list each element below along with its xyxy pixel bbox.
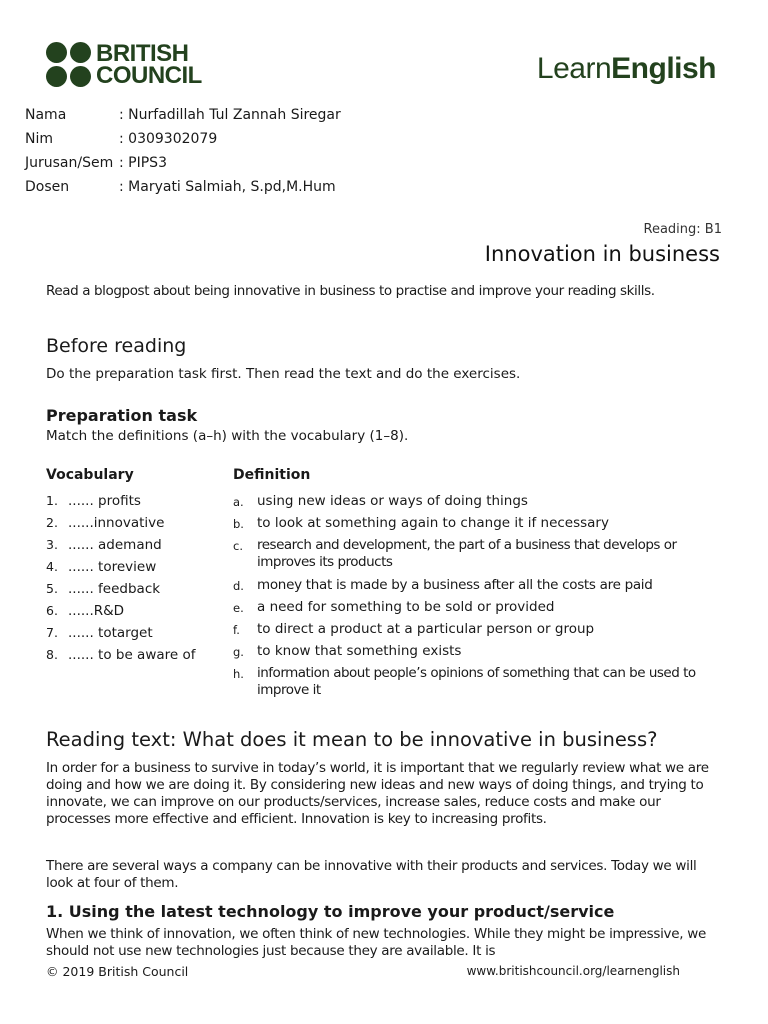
definition-letter: e. [233,601,244,615]
definition-text: information about people’s opinions of something that can be used to improve it [257,665,696,698]
vocab-text: ...... profits [68,493,141,509]
vocab-number: 4. [46,559,58,574]
list-item [46,537,226,559]
learnenglish-logo [537,52,716,86]
vocab-number: 6. [46,603,58,618]
le-bold: English [611,52,716,85]
definition-heading: Definition [233,467,311,483]
definition-text: a need for something to be sold or provided [257,599,555,615]
vocab-text: ...... toreview [68,559,157,575]
list-item [46,559,226,581]
list-item [233,537,713,577]
list-item [233,577,713,599]
student-info [25,103,341,199]
list-item [46,625,226,647]
vocab-text: ......innovative [68,515,165,531]
definition-text: money that is made by a business after all the costs are paid [257,577,653,593]
info-value: : PIPS3 [119,155,167,171]
list-item [46,581,226,603]
definition-letter: g. [233,645,244,659]
list-item [233,515,713,537]
british-council-logo [46,42,202,88]
level-label: Reading: B1 [643,222,722,237]
list-item [233,643,713,665]
student-row [25,151,341,175]
reading-text-heading: Reading text: What does it mean to be innovative in business? [46,728,658,751]
vocabulary-column [46,467,226,669]
footer-copyright: © 2019 British Council [46,964,194,979]
page-header [46,40,716,90]
info-label: Dosen [25,179,70,195]
preparation-task-instruction: Match the definitions (a–h) with the vocabulary (1–8). [46,428,409,444]
vocabulary-heading: Vocabulary [46,467,134,483]
list-item [46,647,226,669]
student-row [25,175,341,199]
info-value: : 0309302079 [119,131,218,147]
list-item [233,665,713,699]
list-item [233,493,713,515]
definition-column [233,467,713,699]
definition-letter: f. [233,623,240,637]
list-item [46,515,226,537]
bc-line1: BRITISH [96,40,189,67]
definition-letter: b. [233,517,244,531]
vocab-text: ...... ademand [68,537,162,553]
definition-letter: a. [233,495,244,509]
le-light: Learn [536,52,612,85]
info-value: : Maryati Salmiah, S.pd,M.Hum [119,179,336,195]
vocab-number: 7. [46,625,58,640]
page-title: Innovation in business [484,242,720,266]
info-label: Jurusan/Sem [25,155,114,171]
definition-letter: c. [233,539,243,553]
definition-text: to direct a product at a particular person or group [257,621,595,637]
vocab-number: 5. [46,581,58,596]
section-heading: 1. Using the latest technology to improve your product/service [46,902,615,921]
info-label: Nim [25,131,53,147]
definition-text: using new ideas or ways of doing things [257,493,528,509]
vocab-number: 1. [46,493,58,508]
footer-url: www.britishcouncil.org/learnenglish [461,964,680,978]
reading-paragraph: When we think of innovation, we often think of new technologies. While they might be impressive, we should not use new technologies just because they are available. It is [46,926,706,959]
list-item [46,493,226,515]
vocab-number: 2. [46,515,58,530]
vocab-text: ...... to be aware of [68,647,196,663]
before-reading-instruction: Do the preparation task first. Then read the text and do the exercises. [46,366,521,382]
preparation-task-heading: Preparation task [46,406,198,425]
list-item [233,621,713,643]
info-label: Nama [25,107,67,123]
info-value: : Nurfadillah Tul Zannah Siregar [119,107,341,123]
vocab-text: ...... totarget [68,625,153,641]
student-row [25,127,341,151]
student-row [25,103,341,127]
definition-letter: d. [233,579,244,593]
british-council-dots-icon [46,42,92,88]
vocab-number: 8. [46,647,58,662]
vocab-number: 3. [46,537,58,552]
definition-text: research and development, the part of a business that develops or improves its products [257,537,677,570]
intro-text: Read a blogpost about being innovative in business to practise and improve your reading skills. [46,283,655,299]
bc-line2: COUNCIL [96,62,202,89]
list-item [233,599,713,621]
definition-text: to know that something exists [257,643,462,659]
reading-paragraph: In order for a business to survive in today’s world, it is important that we regularly review what we are doing and how we are doing it. By considering new ideas and new ways of doing things, and trying to innovate, we can improve on our products/services, increase sales, reduce costs and make our processes more effective and efficient. Innovation is key to increasing profits. [46,760,709,827]
reading-paragraph: There are several ways a company can be innovative with their products and services. Today we will look at four of them. [46,858,697,891]
definition-text: to look at something again to change it if necessary [257,515,609,531]
vocab-text: ......R&D [68,603,125,619]
definition-letter: h. [233,667,244,681]
before-reading-heading: Before reading [46,335,187,357]
vocab-text: ...... feedback [68,581,161,597]
list-item [46,603,226,625]
